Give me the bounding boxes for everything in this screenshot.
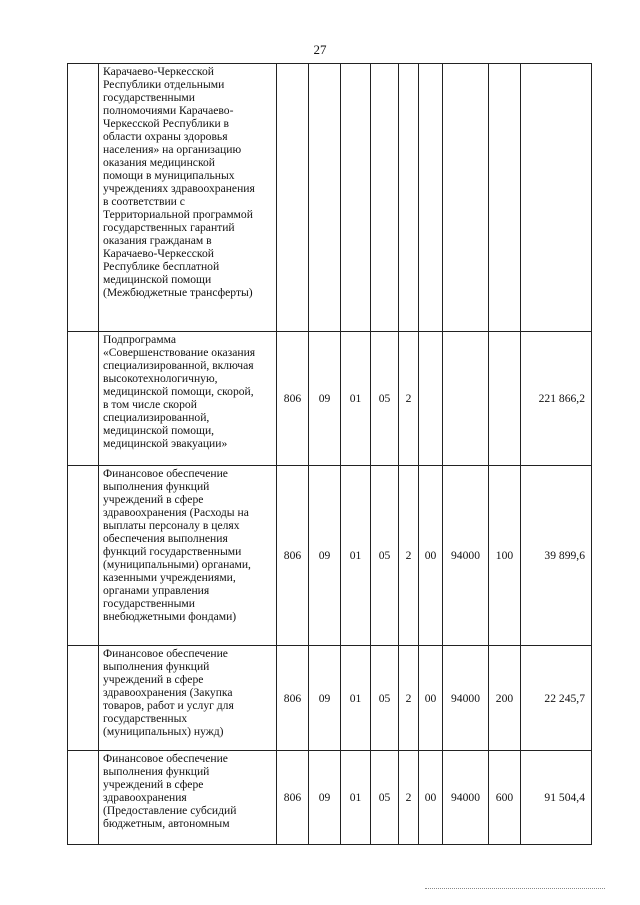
row-number-cell xyxy=(68,332,99,466)
program-code-cell: 05 xyxy=(371,751,399,845)
expense-type-code-cell xyxy=(489,332,521,466)
direction-code-cell: 94000 xyxy=(443,466,489,646)
description-line: учреждений в сфере xyxy=(103,673,204,686)
page-number: 27 xyxy=(313,42,327,57)
description-line: выполнения функций xyxy=(103,765,210,778)
amount-cell: 221 866,2 xyxy=(521,332,592,466)
program-code-cell: 05 xyxy=(371,332,399,466)
row-number-cell xyxy=(68,646,99,751)
footer-rule xyxy=(425,888,605,889)
main-event-code-cell: 00 xyxy=(419,466,443,646)
table-row xyxy=(68,646,592,751)
main-event-code-cell: 00 xyxy=(419,751,443,845)
main-event-code-cell xyxy=(419,64,443,332)
description-line: Финансовое обеспечение xyxy=(103,647,228,660)
subprogram-code-cell: 2 xyxy=(399,646,419,751)
description-line: государственными xyxy=(103,91,195,104)
section-code-cell: 09 xyxy=(309,332,341,466)
description-line: «Совершенствование оказания xyxy=(103,346,256,359)
description-line: здравоохранения (Закупка xyxy=(103,686,233,699)
table-row xyxy=(68,64,592,332)
expense-type-code-cell: 100 xyxy=(489,466,521,646)
description-line: медицинской помощи xyxy=(103,273,212,286)
expense-type-code-cell: 200 xyxy=(489,646,521,751)
description-line: Финансовое обеспечение xyxy=(103,752,228,765)
description-line: Республики отдельными xyxy=(103,78,225,91)
direction-code-cell xyxy=(443,332,489,466)
description-line: учреждениях здравоохранения xyxy=(103,182,255,195)
description-line: казенными учреждениями, xyxy=(103,571,236,584)
subprogram-code-cell: 2 xyxy=(399,332,419,466)
description-line: полномочиями Карачаево- xyxy=(103,104,234,117)
section-code-cell xyxy=(309,64,341,332)
description-line: Черкесской Республики в xyxy=(103,117,230,130)
expense-type-code-cell xyxy=(489,64,521,332)
subsection-code-cell: 01 xyxy=(341,646,371,751)
description-line: (муниципальных) нужд) xyxy=(103,725,224,738)
description-line: (Межбюджетные трансферты) xyxy=(103,286,253,299)
row-number-cell xyxy=(68,466,99,646)
description-line: выполнения функций xyxy=(103,660,210,673)
ministry-code-cell: 806 xyxy=(277,332,309,466)
description-line: органами управления xyxy=(103,584,210,597)
expense-type-code-cell: 600 xyxy=(489,751,521,845)
subsection-code-cell: 01 xyxy=(341,751,371,845)
description-line: Территориальной программой xyxy=(103,208,253,221)
description-line: государственными xyxy=(103,597,195,610)
section-code-cell: 09 xyxy=(309,646,341,751)
description-cell xyxy=(99,332,277,466)
description-line: государственных xyxy=(103,712,188,725)
section-code-cell: 09 xyxy=(309,751,341,845)
ministry-code-cell: 806 xyxy=(277,466,309,646)
description-line: специализированной, xyxy=(103,411,210,424)
row-number-cell xyxy=(68,751,99,845)
description-line: высокотехнологичную, xyxy=(103,372,218,385)
description-line: области охраны здоровья xyxy=(103,130,228,143)
description-line: медицинской помощи, скорой, xyxy=(103,385,254,398)
description-line: здравоохранения (Расходы на xyxy=(103,506,249,519)
description-cell xyxy=(99,646,277,751)
table-body xyxy=(68,64,592,845)
direction-code-cell: 94000 xyxy=(443,751,489,845)
direction-code-cell xyxy=(443,64,489,332)
ministry-code-cell: 806 xyxy=(277,646,309,751)
subprogram-code-cell: 2 xyxy=(399,751,419,845)
description-line: Карачаево-Черкесской xyxy=(103,247,214,260)
description-line: в том числе скорой xyxy=(103,398,197,411)
description-line: государственных гарантий xyxy=(103,221,235,234)
subprogram-code-cell: 2 xyxy=(399,466,419,646)
program-code-cell: 05 xyxy=(371,646,399,751)
description-line: здравоохранения xyxy=(103,791,187,804)
description-line: населения» на организацию xyxy=(103,143,242,156)
amount-cell: 39 899,6 xyxy=(521,466,592,646)
description-line: бюджетным, автономным xyxy=(103,817,230,830)
subsection-code-cell xyxy=(341,64,371,332)
description-line: Финансовое обеспечение xyxy=(103,467,228,480)
ministry-code-cell xyxy=(277,64,309,332)
description-line: обеспечения выполнения xyxy=(103,532,228,545)
description-line: помощи в муниципальных xyxy=(103,169,235,182)
section-code-cell: 09 xyxy=(309,466,341,646)
description-line: выплаты персоналу в целях xyxy=(103,519,240,532)
program-code-cell: 05 xyxy=(371,466,399,646)
description-line: выполнения функций xyxy=(103,480,210,493)
description-line: (Предоставление субсидий xyxy=(103,804,237,817)
description-line: оказания гражданам в xyxy=(103,234,212,247)
description-line: учреждений в сфере xyxy=(103,493,204,506)
table-row xyxy=(68,466,592,646)
description-line: медицинской эвакуации» xyxy=(103,437,228,450)
description-cell xyxy=(99,466,277,646)
subsection-code-cell: 01 xyxy=(341,332,371,466)
main-event-code-cell xyxy=(419,332,443,466)
main-event-code-cell: 00 xyxy=(419,646,443,751)
subprogram-code-cell xyxy=(399,64,419,332)
program-code-cell xyxy=(371,64,399,332)
row-number-cell xyxy=(68,64,99,332)
description-line: (муниципальными) органами, xyxy=(103,558,251,571)
description-line: Карачаево-Черкесской xyxy=(103,65,214,78)
amount-cell xyxy=(521,64,592,332)
amount-cell: 22 245,7 xyxy=(521,646,592,751)
budget-table xyxy=(67,63,592,845)
direction-code-cell: 94000 xyxy=(443,646,489,751)
description-line: Подпрограмма xyxy=(103,333,176,346)
description-line: товаров, работ и услуг для xyxy=(103,699,234,712)
ministry-code-cell: 806 xyxy=(277,751,309,845)
amount-cell: 91 504,4 xyxy=(521,751,592,845)
description-line: в соответствии с xyxy=(103,195,185,208)
description-line: учреждений в сфере xyxy=(103,778,204,791)
description-line: функций государственными xyxy=(103,545,242,558)
description-line: медицинской помощи, xyxy=(103,424,215,437)
table-row xyxy=(68,751,592,845)
description-line: внебюджетными фондами) xyxy=(103,610,237,623)
table-row xyxy=(68,332,592,466)
description-cell xyxy=(99,64,277,332)
description-line: оказания медицинской xyxy=(103,156,216,169)
description-cell xyxy=(99,751,277,845)
subsection-code-cell: 01 xyxy=(341,466,371,646)
description-line: специализированной, включая xyxy=(103,359,254,372)
description-line: Республике бесплатной xyxy=(103,260,220,273)
